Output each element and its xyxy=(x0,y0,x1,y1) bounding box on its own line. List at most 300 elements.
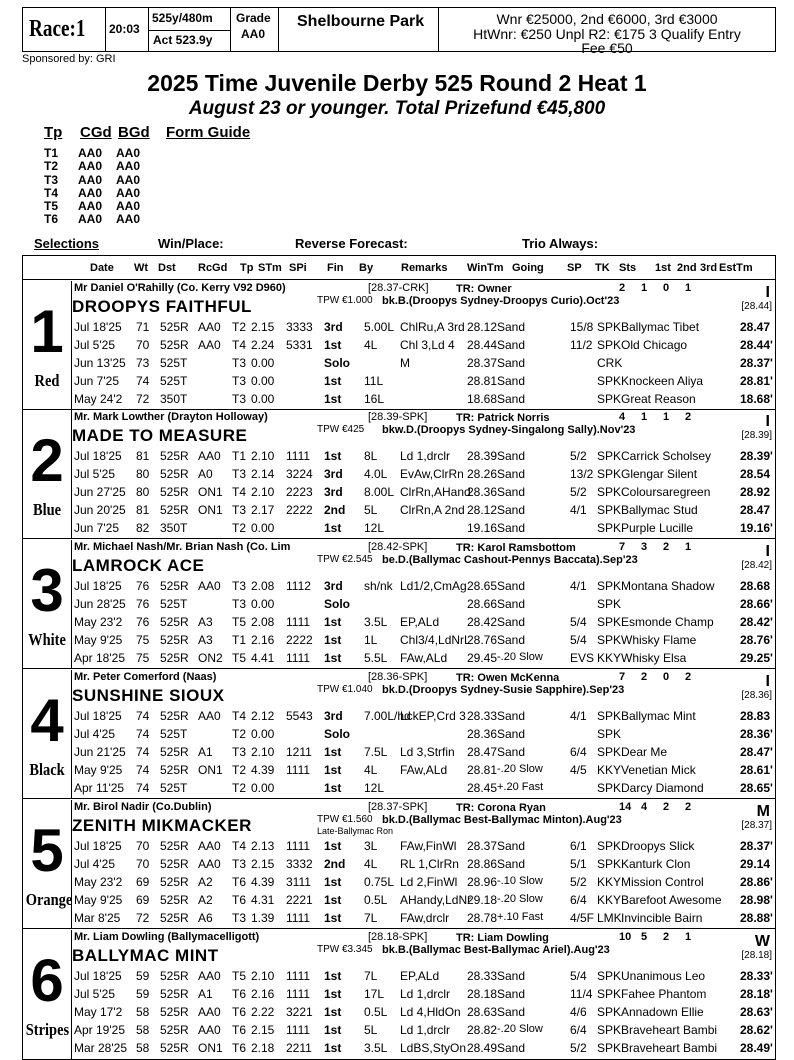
form-cell: Sand xyxy=(497,467,526,481)
form-cell: 70 xyxy=(136,839,150,853)
form-cell: 2.15 xyxy=(251,857,275,871)
runner-card xyxy=(22,930,776,1060)
form-cell: CRK xyxy=(597,356,623,370)
form-cell: Ld 1,drclr xyxy=(400,1023,451,1037)
form-cell: SPK xyxy=(597,633,622,647)
col-spi: SPi xyxy=(289,262,307,274)
form-cell: Whisky Elsa xyxy=(621,651,687,665)
stat-1: 1 xyxy=(641,282,648,294)
form-cell: FAw,drclr xyxy=(400,911,450,925)
form-cell: 4.31 xyxy=(251,893,275,907)
form-cell: Sand xyxy=(497,839,526,853)
form-cell: Sand xyxy=(497,579,526,593)
form-cell: 74 xyxy=(136,727,150,741)
form-cell: Ld1/2,CmAg xyxy=(400,579,467,593)
form-cell: 1111 xyxy=(286,1023,311,1037)
form-cell: 525T xyxy=(160,597,188,611)
form-cell: May 23'2 xyxy=(74,875,123,889)
dog-name[interactable]: DROOPYS FAITHFUL xyxy=(72,297,252,316)
form-guide-link[interactable]: Form Guide xyxy=(166,124,251,141)
tp-cgd: AA0 xyxy=(78,185,103,200)
form-cell: 1st xyxy=(324,615,342,629)
form-cell: Chl 3,Ld 4 xyxy=(400,338,455,352)
form-cell: 525T xyxy=(160,374,188,388)
prizes-cell xyxy=(439,8,777,56)
form-cell: 2.14 xyxy=(251,467,275,481)
form-cell: 70 xyxy=(136,857,150,871)
tp-header-cgd: CGd xyxy=(80,124,112,141)
form-cell: 70 xyxy=(136,338,150,352)
form-cell: T2 xyxy=(232,781,247,795)
form-cell: T3 xyxy=(232,597,247,611)
form-cell: 525R xyxy=(160,579,189,593)
form-cell: 525R xyxy=(160,911,189,925)
form-cell: A1 xyxy=(198,987,213,1001)
runner-card xyxy=(22,540,776,669)
form-cell: ON1 xyxy=(198,1041,223,1055)
estimated-time: [28.37] xyxy=(741,820,772,831)
form-cell: Sand xyxy=(497,615,526,629)
form-cell: Annadown Ellie xyxy=(621,1005,704,1019)
breeding: bk.D.(Ballymac Best-Ballymac Minton).Aug'23 xyxy=(382,814,622,826)
form-cell: May 9'25 xyxy=(74,893,123,907)
form-cell: 69 xyxy=(136,875,150,889)
stat-0: 7 xyxy=(619,541,626,553)
rating-mark: I xyxy=(765,673,770,690)
breeding: bk.B.(Ballymac Best-Ballymac Ariel).Aug'23 xyxy=(382,944,610,956)
form-cell: 525R xyxy=(160,875,189,889)
form-cell: T6 xyxy=(232,875,247,889)
form-cell: 28.82 xyxy=(467,1023,498,1037)
form-cell: T5 xyxy=(232,969,247,983)
form-cell: 7.00L/hd xyxy=(364,709,411,723)
form-cell: 4/1 xyxy=(570,503,587,517)
form-cell: 29.45 xyxy=(467,651,498,665)
form-cell: 5/2 xyxy=(570,449,587,463)
form-cell: T3 xyxy=(232,467,247,481)
form-cell: EP,ALd xyxy=(400,969,440,983)
form-cell: EVS xyxy=(570,651,595,665)
form-cell: 1st xyxy=(324,521,342,535)
form-cell: 28.88' xyxy=(740,911,773,925)
form-cell: Sand xyxy=(497,597,526,611)
form-cell: 28.54 xyxy=(740,467,771,481)
track-cell xyxy=(279,8,439,52)
form-cell: 5/2 xyxy=(570,1041,587,1055)
form-cell: ClrRn,A 2nd xyxy=(400,503,465,517)
tp-cgd: AA0 xyxy=(78,212,103,227)
trap-box xyxy=(22,540,72,669)
form-cell: Sand xyxy=(497,727,526,741)
form-cell: T2 xyxy=(232,727,247,741)
trap-colour: Stripes xyxy=(25,1020,70,1039)
form-cell: Jun 28'25 xyxy=(74,597,126,611)
form-cell: Droopys Slick xyxy=(621,839,695,853)
form-cell: 28.12 xyxy=(467,503,498,517)
form-cell: Mission Control xyxy=(621,875,704,889)
form-cell: Great Reason xyxy=(621,392,696,406)
form-cell: Solo xyxy=(324,356,350,370)
form-cell: 4/1 xyxy=(570,709,587,723)
form-cell: 28.26 xyxy=(467,467,498,481)
trap-box xyxy=(22,800,72,929)
form-cell: 0.75L xyxy=(364,875,395,889)
form-cell: Jul 4'25 xyxy=(74,857,115,871)
form-cell: T1 xyxy=(232,633,247,647)
form-cell: 525R xyxy=(160,893,189,907)
form-cell: Jul 18'25 xyxy=(74,709,122,723)
form-cell: SPK xyxy=(597,1041,622,1055)
form-cell: 29.14 xyxy=(740,857,771,871)
owner: Mr. Mark Lowther (Drayton Holloway) xyxy=(74,411,268,423)
form-cell: +.20 Fast xyxy=(497,781,544,793)
form-cell: Jun 7'25 xyxy=(74,521,119,535)
form-cell: Jul 5'25 xyxy=(74,467,115,481)
form-cell: T6 xyxy=(232,893,247,907)
actual-distance: Act 523.9y xyxy=(153,33,213,47)
form-cell: 28.49 xyxy=(467,1041,498,1055)
form-cell: A0 xyxy=(198,467,213,481)
form-cell: LMK xyxy=(597,911,622,925)
rating-mark: I xyxy=(765,284,770,301)
form-cell: T3 xyxy=(232,374,247,388)
trap-box xyxy=(22,930,72,1060)
form-cell: 28.18' xyxy=(740,987,773,1001)
sponsor: Sponsored by: GRI xyxy=(22,53,116,65)
estimated-time: [28.39] xyxy=(741,430,772,441)
form-cell: 28.98' xyxy=(740,893,773,907)
form-cell: 28.47 xyxy=(740,503,771,517)
form-cell: T5 xyxy=(232,651,247,665)
form-cell: Coloursaregreen xyxy=(621,485,711,499)
form-cell: 525R xyxy=(160,651,189,665)
win-place-label: Win/Place: xyxy=(158,236,224,251)
form-cell: A2 xyxy=(198,893,213,907)
estimated-time: [28.44] xyxy=(741,301,772,312)
form-cell: May 23'2 xyxy=(74,615,123,629)
grade-label: Grade xyxy=(236,11,271,25)
form-cell: 1.39 xyxy=(251,911,275,925)
form-cell: AA0 xyxy=(198,839,221,853)
form-cell: Sand xyxy=(497,745,526,759)
form-cell: 5/2 xyxy=(570,485,587,499)
form-cell: 28.42' xyxy=(740,615,773,629)
form-cell: 2.08 xyxy=(251,615,275,629)
tp-bgd: AA0 xyxy=(116,185,141,200)
form-cell: 3.5L xyxy=(364,615,388,629)
form-cell: 2223 xyxy=(286,485,313,499)
form-cell: Chl3/4,LdNrL xyxy=(400,633,471,647)
trap-colour: Orange xyxy=(25,890,73,909)
prizes-line-1: Wnr €25000, 2nd €6000, 3rd €3000 xyxy=(496,11,718,27)
form-cell: 2.10 xyxy=(251,969,275,983)
form-cell: SPK xyxy=(597,709,622,723)
form-cell: AA0 xyxy=(198,857,221,871)
form-cell: 28.36 xyxy=(467,727,498,741)
best-time: [28.42-SPK] xyxy=(368,541,428,553)
stat-1: 3 xyxy=(641,541,648,553)
form-cell: 2.17 xyxy=(251,503,275,517)
form-cell: 5L xyxy=(364,1023,378,1037)
form-cell: 71 xyxy=(136,320,150,334)
form-cell: 4/1 xyxy=(570,579,587,593)
form-cell: 19.16 xyxy=(467,521,498,535)
form-cell: 0.00 xyxy=(251,356,275,370)
form-cell: EvAw,ClrRn xyxy=(400,467,464,481)
form-cell: 1st xyxy=(324,911,342,925)
form-cell: Jun 27'25 xyxy=(74,485,126,499)
form-cell: Sand xyxy=(497,633,526,647)
form-cell: 29.18 xyxy=(467,893,498,907)
trap-number: 3 xyxy=(30,557,64,624)
form-cell: 2.08 xyxy=(251,579,275,593)
form-cell: SPK xyxy=(597,392,622,406)
tp-bgd: AA0 xyxy=(116,159,141,174)
form-cell: Solo xyxy=(324,727,350,741)
form-cell: T3 xyxy=(232,579,247,593)
form-cell: 1st xyxy=(324,763,342,777)
form-cell: 1111 xyxy=(286,651,311,665)
form-cell: 5/4 xyxy=(570,633,587,647)
form-cell: 2nd xyxy=(324,857,346,871)
tp-bgd: AA0 xyxy=(116,146,141,160)
column-header xyxy=(22,255,776,280)
stat-3: 2 xyxy=(685,411,692,423)
form-cell: 58 xyxy=(136,1041,150,1055)
tp-trap: T4 xyxy=(44,185,59,200)
form-cell: 74 xyxy=(136,374,150,388)
form-cell: Jul 18'25 xyxy=(74,579,122,593)
form-cell: T2 xyxy=(232,320,247,334)
form-cell: Sand xyxy=(497,503,526,517)
dog-name[interactable]: ZENITH MIKMACKER xyxy=(72,816,252,835)
runner-card xyxy=(22,800,776,929)
form-cell: 28.66 xyxy=(467,597,498,611)
form-cell: 28.63 xyxy=(467,1005,498,1019)
form-cell: ON1 xyxy=(198,485,223,499)
selections-label: Selections xyxy=(34,236,100,251)
form-cell: ON1 xyxy=(198,763,223,777)
form-cell: T4 xyxy=(232,485,247,499)
form-cell: 18.68' xyxy=(740,392,773,406)
stat-0: 4 xyxy=(619,411,626,423)
form-cell: 5/1 xyxy=(570,857,587,871)
dog-name[interactable]: BALLYMAC MINT xyxy=(72,946,219,965)
form-cell: A3 xyxy=(198,633,213,647)
prize-won: TPW €2.545 xyxy=(317,554,373,565)
trainer: TR: Patrick Norris xyxy=(456,412,550,424)
form-cell: 525R xyxy=(160,467,189,481)
form-cell: 11/4 xyxy=(570,987,593,1001)
form-cell: AA0 xyxy=(198,338,221,352)
form-cell: SPK xyxy=(597,781,622,795)
form-cell: 82 xyxy=(136,521,150,535)
form-cell: Jul 18'25 xyxy=(74,449,122,463)
dog-name[interactable]: MADE TO MEASURE xyxy=(72,426,248,445)
tp-trap: T6 xyxy=(44,212,59,227)
form-cell: 28.12 xyxy=(467,320,498,334)
track-name: Shelbourne Park xyxy=(297,13,425,30)
form-cell: 0.00 xyxy=(251,597,275,611)
form-cell: 525R xyxy=(160,1023,189,1037)
form-cell: AA0 xyxy=(198,1023,221,1037)
form-cell: Sand xyxy=(497,709,526,723)
form-cell: 2nd xyxy=(324,503,346,517)
form-cell: 28.33 xyxy=(467,969,498,983)
form-cell: 2.15 xyxy=(251,320,275,334)
form-cell: 2.24 xyxy=(251,338,275,352)
tp-bgd: AA0 xyxy=(116,212,141,227)
col-1st: 1st xyxy=(655,262,671,274)
form-cell: Kanturk Clon xyxy=(621,857,691,871)
form-cell: 4.39 xyxy=(251,763,275,777)
form-cell: 3.5L xyxy=(364,1041,388,1055)
form-cell: 3111 xyxy=(286,875,311,889)
form-cell: Braveheart Bambi xyxy=(621,1041,718,1055)
form-cell: T4 xyxy=(232,709,247,723)
form-cell: 5/4 xyxy=(570,615,587,629)
form-cell: 5L xyxy=(364,503,378,517)
stat-0: 14 xyxy=(619,801,632,813)
col-wintm: WinTm xyxy=(467,262,504,274)
form-cell: 28.96 xyxy=(467,875,498,889)
form-cell: KKY xyxy=(597,763,622,777)
form-cell: 2.10 xyxy=(251,745,275,759)
stat-2: 0 xyxy=(663,282,670,294)
form-cell: Ld 1,drclr xyxy=(400,449,451,463)
form-cell: 4L xyxy=(364,763,378,777)
form-cell: 0.00 xyxy=(251,727,275,741)
dog-name[interactable]: LAMROCK ACE xyxy=(72,556,205,575)
form-cell: AA0 xyxy=(198,1005,221,1019)
owner: Mr Daniel O'Rahilly (Co. Kerry V92 D960) xyxy=(74,282,286,294)
form-cell: AA0 xyxy=(198,709,221,723)
form-cell: Ld 3,Strfin xyxy=(400,745,455,759)
form-cell: T4 xyxy=(232,338,247,352)
form-cell: Sand xyxy=(497,338,526,352)
form-cell: KKY xyxy=(597,875,622,889)
form-cell: T3 xyxy=(232,503,247,517)
form-cell: 12L xyxy=(364,781,385,795)
form-cell: 1111 xyxy=(286,911,311,925)
trio-label: Trio Always: xyxy=(522,236,599,251)
form-cell: 15/8 xyxy=(570,320,594,334)
form-cell: 2222 xyxy=(286,503,313,517)
race-title: 2025 Time Juvenile Derby 525 Round 2 Heat 1 xyxy=(147,70,647,96)
rating-mark: W xyxy=(754,933,770,950)
form-cell: 1st xyxy=(324,745,342,759)
form-cell: 525R xyxy=(160,449,189,463)
form-cell: 1st xyxy=(324,969,342,983)
form-cell: 1st xyxy=(324,392,342,406)
trap-box xyxy=(22,410,72,539)
estimated-time: [28.36] xyxy=(741,690,772,701)
stat-2: 1 xyxy=(663,411,670,423)
form-cell: 1st xyxy=(324,781,342,795)
form-cell: 4/5F xyxy=(570,911,595,925)
form-cell: Jul 18'25 xyxy=(74,969,122,983)
form-cell: T6 xyxy=(232,987,247,1001)
form-cell: 6/1 xyxy=(570,839,587,853)
rating-mark: I xyxy=(765,413,770,430)
race-subtitle: August 23 or younger. Total Prizefund €45,800 xyxy=(188,98,606,119)
form-cell: 5331 xyxy=(286,338,313,352)
form-cell: 18.68 xyxy=(467,392,498,406)
form-cell: 4.39 xyxy=(251,875,275,889)
form-cell: 74 xyxy=(136,709,150,723)
form-cell: ON2 xyxy=(198,651,223,665)
form-cell: T5 xyxy=(232,615,247,629)
form-cell: Ballymac Mint xyxy=(621,709,696,723)
form-cell: 0.5L xyxy=(364,893,388,907)
form-cell: 28.47 xyxy=(740,320,771,334)
form-cell: 4L xyxy=(364,857,378,871)
form-cell: RL 1,ClrRn xyxy=(400,857,459,871)
form-cell: -.20 Slow xyxy=(497,1023,543,1035)
form-cell: 1st xyxy=(324,839,342,853)
best-time: [28.37-CRK] xyxy=(368,282,429,294)
col-by: By xyxy=(359,262,374,274)
form-cell: SPK xyxy=(597,579,622,593)
col-dst: Dst xyxy=(158,262,176,274)
col-3rd: 3rd xyxy=(700,262,718,274)
form-cell: 28.44' xyxy=(740,338,773,352)
form-cell: 1st xyxy=(324,651,342,665)
tp-cgd: AA0 xyxy=(78,146,103,160)
form-cell: Sand xyxy=(497,485,526,499)
form-cell: 1111 xyxy=(286,763,311,777)
form-cell: 29.25' xyxy=(740,651,773,665)
form-cell: Jul 18'25 xyxy=(74,839,122,853)
form-cell: 1st xyxy=(324,893,342,907)
form-cell: SPK xyxy=(597,745,622,759)
form-cell: 1st xyxy=(324,987,342,1001)
form-cell: 76 xyxy=(136,579,150,593)
form-cell: SPK xyxy=(597,449,622,463)
dog-name[interactable]: SUNSHINE SIOUX xyxy=(72,686,225,705)
form-cell: 74 xyxy=(136,745,150,759)
form-cell: Sand xyxy=(497,449,526,463)
stat-3: 1 xyxy=(685,282,692,294)
owner: Mr. Liam Dowling (Ballymacelligott) xyxy=(74,931,260,943)
race-distance: 525y/480m xyxy=(152,11,213,25)
form-cell: May 17'2 xyxy=(74,1005,123,1019)
col-fin: Fin xyxy=(327,262,344,274)
form-cell: 28.37' xyxy=(740,839,773,853)
form-cell: 28.39 xyxy=(467,449,498,463)
form-cell: 525R xyxy=(160,709,189,723)
form-cell: 28.68 xyxy=(740,579,771,593)
form-cell: Ld 4,HldOn xyxy=(400,1005,461,1019)
form-cell: Sand xyxy=(497,521,526,535)
form-cell: 525R xyxy=(160,987,189,1001)
form-cell: 28.76 xyxy=(467,633,498,647)
form-cell: AA0 xyxy=(198,320,221,334)
stat-1: 2 xyxy=(641,671,648,683)
form-cell: 1111 xyxy=(286,969,311,983)
trap-box xyxy=(22,281,72,410)
form-cell: SPK xyxy=(597,969,622,983)
form-cell: 28.37 xyxy=(467,356,498,370)
tp-cgd: AA0 xyxy=(78,172,103,187)
trap-colour: Red xyxy=(34,371,60,390)
form-cell: 1111 xyxy=(286,987,311,1001)
form-cell: 28.76' xyxy=(740,633,773,647)
runner-card xyxy=(22,410,776,539)
stat-0: 10 xyxy=(619,931,632,943)
form-cell: FAw,ALd xyxy=(400,651,448,665)
form-cell: Ld 1,drclr xyxy=(400,987,451,1001)
